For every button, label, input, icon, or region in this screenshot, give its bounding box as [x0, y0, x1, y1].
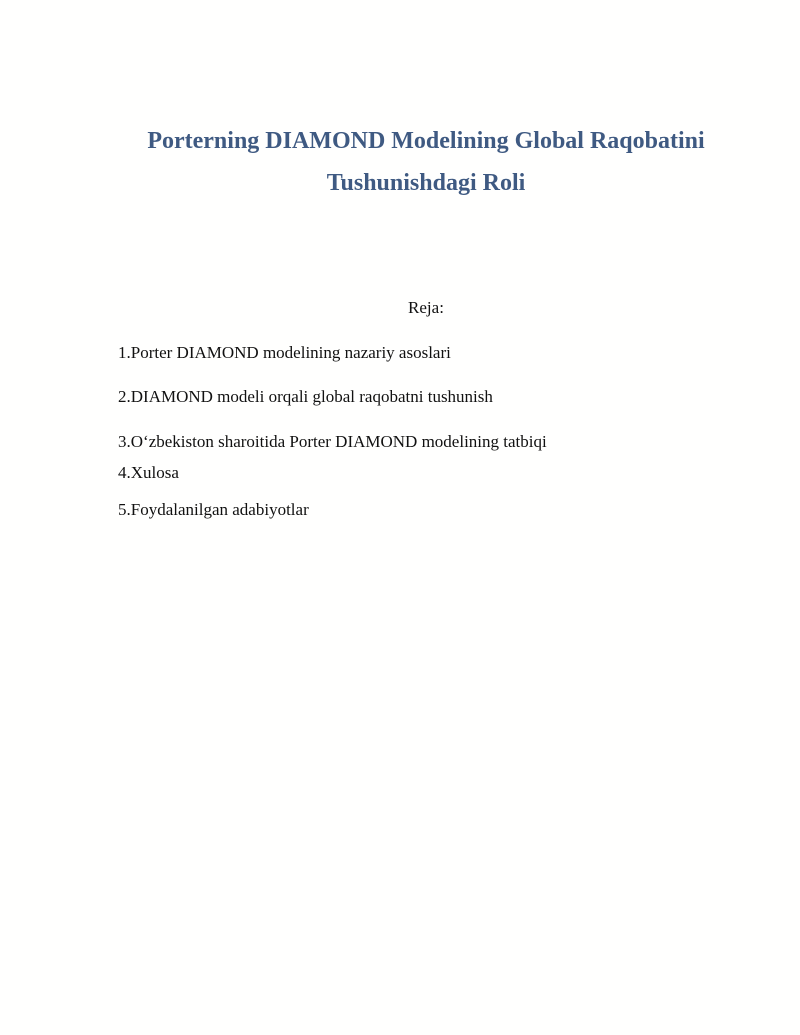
document-title [0, 120, 800, 204]
plan-item: 5.Foydalanilgan adabiyotlar [118, 500, 309, 519]
title-line-2: Tushunishdagi Roli [326, 170, 526, 196]
plan-item: 2.DIAMOND modeli orqali global raqobatni tushunish [118, 387, 493, 406]
title-line-1: Porterning DIAMOND Modelining Global Raqobatini [147, 128, 705, 154]
plan-item: 1.Porter DIAMOND modelining nazariy asoslari [118, 343, 451, 362]
plan-item: 3.O‘zbekiston sharoitida Porter DIAMOND modelining tatbiqi [118, 432, 547, 451]
plan-item: 4.Xulosa [118, 463, 179, 482]
plan-heading: Reja: [408, 298, 444, 317]
